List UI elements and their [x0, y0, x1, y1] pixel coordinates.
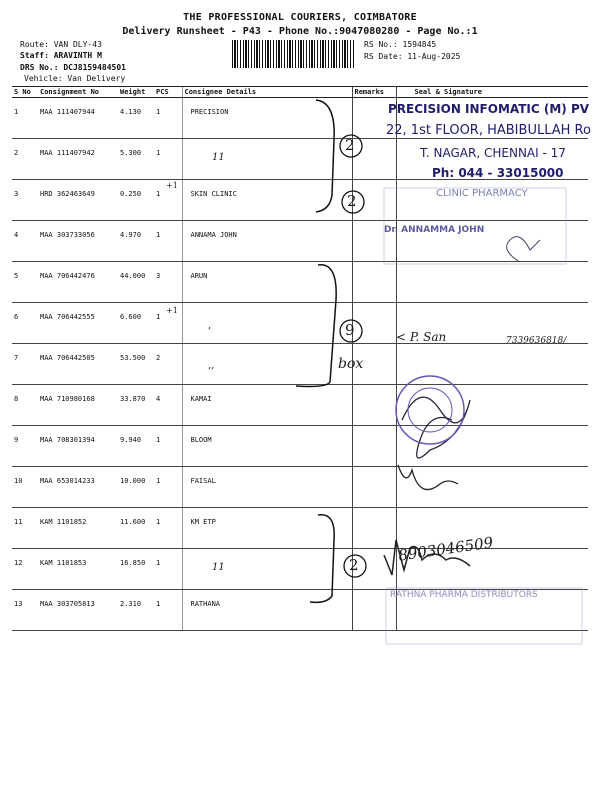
remark-handwriting: 2	[347, 192, 357, 210]
runsheet-subtitle: Delivery Runsheet - P43 - Phone No.:9047080280 - Page No.:1	[122, 26, 478, 37]
row-consignment: MAA 706442505	[38, 344, 118, 385]
row-consignee: KAMAI	[182, 385, 352, 426]
row-sno: 7	[12, 344, 38, 385]
row-pcs: 1	[154, 98, 182, 139]
row-pcs: 1	[154, 590, 182, 631]
row-sno: 10	[12, 467, 38, 508]
row-sno: 4	[12, 221, 38, 262]
row-consignee: PRECISION	[182, 98, 352, 139]
remark-handwriting: 2	[345, 136, 355, 154]
remark-handwriting: 9	[345, 321, 355, 339]
round-seal	[396, 376, 464, 444]
vehicle-label: Vehicle: Van Delivery	[24, 74, 126, 83]
row-consignee: ANNAMA JOHN	[182, 221, 352, 262]
row-pcs: 1	[154, 426, 182, 467]
header-consignment: Consignment No	[38, 87, 118, 98]
company-title: THE PROFESSIONAL COURIERS, COIMBATORE	[183, 12, 417, 23]
row-weight: 53.500	[118, 344, 154, 385]
row-sno: 6	[12, 303, 38, 344]
precision-stamp-line: PRECISION INFOMATIC (M) PV	[388, 102, 590, 116]
bracket-mark	[310, 515, 334, 603]
ditto-mark: 11	[212, 562, 225, 573]
precision-stamp-line: Ph: 044 - 33015000	[432, 166, 564, 180]
row-consignment: MAA 111407942	[38, 139, 118, 180]
header-signature: Seal & Signature	[396, 87, 588, 98]
round-seal-inner	[408, 388, 452, 432]
row-pcs: 1	[154, 303, 182, 344]
drs-label: DRS No.: DCJ8159484501	[20, 63, 126, 72]
row-consignment: MAA 706442476	[38, 262, 118, 303]
pcs-mark: +1	[166, 181, 178, 190]
row-weight: 0.250	[118, 180, 154, 221]
signature-scribble	[507, 237, 540, 262]
header-pcs: PCS	[154, 87, 182, 98]
row-sno: 1	[12, 98, 38, 139]
header-remarks: Remarks	[352, 87, 396, 98]
staff-label: Staff: ARAVINTH M	[20, 51, 102, 60]
clinic-stamp-line: CLINIC PHARMACY	[436, 188, 528, 199]
row-pcs: 1	[154, 139, 182, 180]
remark-handwriting: box	[338, 356, 364, 372]
route-label: Route: VAN DLY-43	[20, 40, 102, 49]
row-consignee: BLOOM	[182, 426, 352, 467]
row-consignment: MAA 303705813	[38, 590, 118, 631]
rathna-stamp-line: RATHNA PHARMA DISTRIBUTORS	[390, 590, 538, 600]
row-consignee: KM ETP	[182, 508, 352, 549]
row-sno: 13	[12, 590, 38, 631]
row-consignment: KAM 1101852	[38, 508, 118, 549]
header-weight: Weight	[118, 87, 154, 98]
clinic-stamp-line: Dr. ANNAMMA JOHN	[384, 225, 485, 235]
row-consignment: MAA 706442555	[38, 303, 118, 344]
row-pcs: 2	[154, 344, 182, 385]
row-sno: 11	[12, 508, 38, 549]
row-weight: 2.310	[118, 590, 154, 631]
row-weight: 10.000	[118, 467, 154, 508]
rs-number: RS No.: 1594845	[364, 40, 437, 49]
bracket-mark	[316, 100, 334, 212]
row-sno: 12	[12, 549, 38, 590]
row-consignee: RATHANA	[182, 590, 352, 631]
row-pcs: 1	[154, 508, 182, 549]
row-weight: 16.850	[118, 549, 154, 590]
row-sno: 9	[12, 426, 38, 467]
row-weight: 6.600	[118, 303, 154, 344]
row-pcs: 3	[154, 262, 182, 303]
ditto-mark: ,,	[208, 360, 215, 371]
row-weight: 11.600	[118, 508, 154, 549]
signature-phone: 8903046509	[397, 533, 495, 565]
row-weight: 4.970	[118, 221, 154, 262]
row-weight: 33.870	[118, 385, 154, 426]
row-weight: 4.130	[118, 98, 154, 139]
row-pcs: 4	[154, 385, 182, 426]
ditto-mark: ,	[208, 320, 212, 331]
precision-stamp-line: T. NAGAR, CHENNAI - 17	[420, 146, 566, 160]
row-consignee: ARUN	[182, 262, 352, 303]
row-consignment: MAA 708301394	[38, 426, 118, 467]
row-consignment: MAA 303733056	[38, 221, 118, 262]
signature-scribble	[398, 465, 458, 490]
rs-date: RS Date: 11-Aug-2025	[364, 52, 461, 61]
row-pcs: 1	[154, 221, 182, 262]
header-consignee: Consignee Details	[182, 87, 352, 98]
bracket-mark	[296, 265, 336, 387]
header-sno: S No	[12, 87, 38, 98]
row-consignment: MAA 111407944	[38, 98, 118, 139]
row-consignee: SKIN CLINIC	[182, 180, 352, 221]
signature-name: < P. San	[396, 330, 447, 344]
ditto-mark: 11	[212, 152, 225, 163]
precision-stamp-line: 22, 1st FLOOR, HABIBULLAH Ro	[386, 123, 591, 138]
row-sno: 5	[12, 262, 38, 303]
row-sno: 2	[12, 139, 38, 180]
row-weight: 44.000	[118, 262, 154, 303]
row-pcs: 1	[154, 467, 182, 508]
row-consignment: KAM 1101853	[38, 549, 118, 590]
row-sno: 3	[12, 180, 38, 221]
row-weight: 9.940	[118, 426, 154, 467]
signature-phone: 7339636818/	[506, 336, 567, 346]
row-consignment: HRD 362463649	[38, 180, 118, 221]
row-pcs: 1	[154, 549, 182, 590]
remark-handwriting: 2	[349, 556, 359, 574]
row-consignment: MAA 653014233	[38, 467, 118, 508]
row-consignee: FAISAL	[182, 467, 352, 508]
row-pcs: 1	[154, 180, 182, 221]
row-consignment: MAA 710980168	[38, 385, 118, 426]
row-weight: 5.300	[118, 139, 154, 180]
row-sno: 8	[12, 385, 38, 426]
pcs-mark: +1	[166, 306, 178, 315]
